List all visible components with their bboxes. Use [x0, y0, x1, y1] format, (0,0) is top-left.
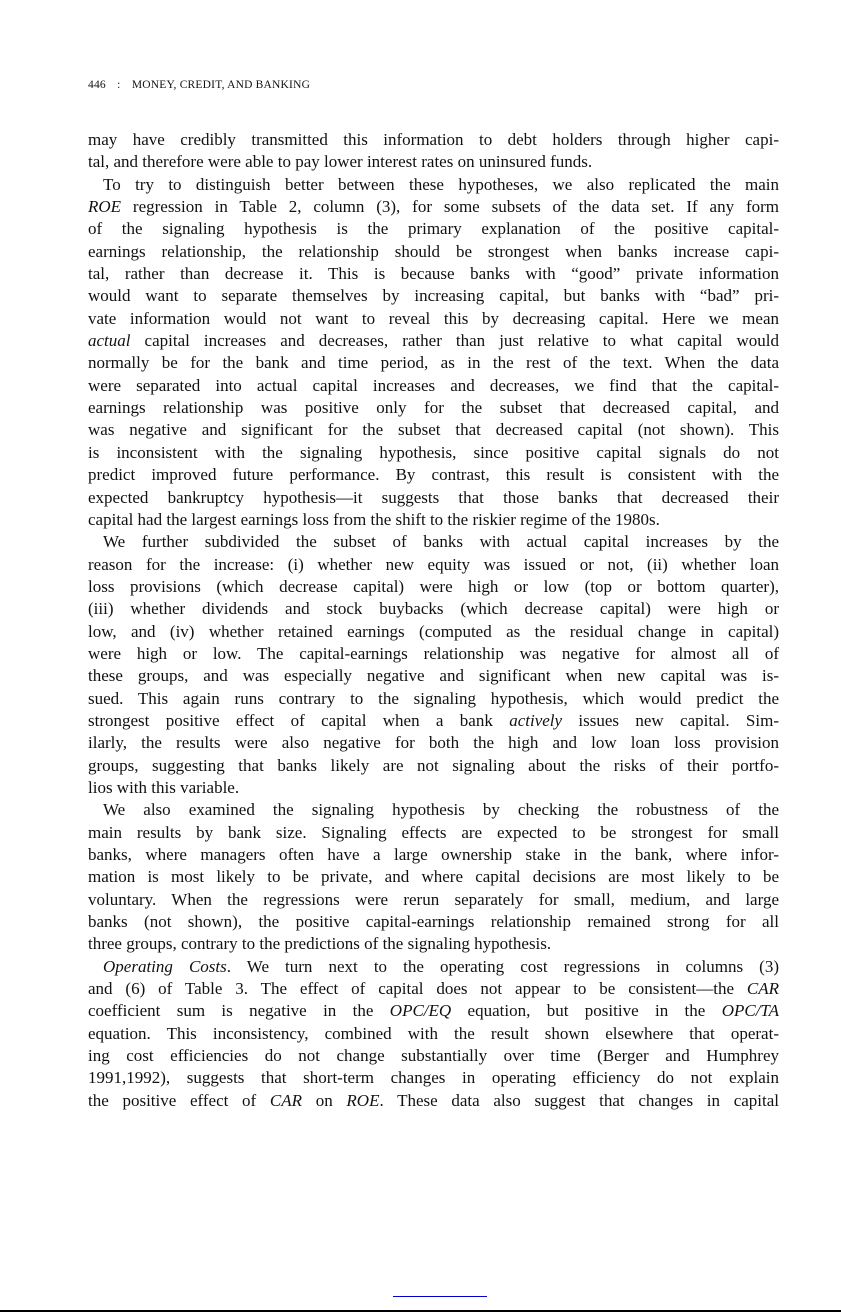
text-run: ilarly, the results were also negative for both the high and low loan loss provision [88, 733, 779, 753]
text-run: were high or low. The capital-earnings relationship was negative for almost all of [88, 643, 779, 663]
text-run: tal, and therefore were able to pay lower interest rates on uninsured funds. [88, 152, 593, 172]
text-run: would want to separate themselves by increasing capital, but banks with “bad” pri- [88, 286, 779, 306]
italic-term: ROE [88, 197, 122, 217]
text-run: We also examined the signaling hypothesis by checking the robustness of the [103, 800, 779, 820]
text-run: main results by bank size. Signaling effects are expected to be strongest for small [88, 822, 779, 842]
italic-term: CAR [746, 979, 779, 999]
text-run: mation is most likely to be private, and where capital decisions are most likely to be [88, 867, 779, 887]
text-line [88, 1090, 779, 1112]
italic-term: actual [88, 331, 131, 351]
text-run: were separated into actual capital increases and decreases, we find that the capital- [88, 375, 779, 395]
text-line [88, 196, 779, 218]
text-line [88, 889, 779, 911]
text-run: may have credibly transmitted this information to debt holders through higher capi- [88, 130, 779, 149]
text-run: earnings relationship was positive only for the subset that decreased capital, and [88, 398, 779, 418]
page-number: 446 [88, 79, 106, 91]
text-run: . These data also suggest that changes in capital [379, 1090, 779, 1110]
text-line [88, 665, 779, 687]
text-line [88, 397, 779, 419]
text-run: regression in Table 2, column (3), for some subsets of the data set. If any form [121, 197, 779, 217]
text-run: . We turn next to the operating cost regressions in columns (3) [226, 956, 779, 976]
italic-term: actively [509, 710, 563, 730]
text-run: issues new capital. Sim- [562, 710, 779, 730]
text-run: on [302, 1090, 347, 1110]
text-run: and (6) of Table 3. The effect of capital does not appear to be consistent—the [88, 979, 747, 999]
text-line [88, 330, 779, 352]
text-run: normally be for the bank and time period, as in the rest of the text. When the data [88, 353, 779, 373]
journal-title: MONEY, CREDIT, AND BANKING [131, 79, 311, 91]
text-line [88, 442, 779, 464]
text-run: banks, where managers often have a large ownership stake in the bank, where infor- [88, 845, 779, 864]
text-run: reason for the increase: (i) whether new equity was issued or not, (ii) whether loan [88, 554, 779, 574]
text-run: of the signaling hypothesis is the primary explanation of the positive capital- [88, 219, 779, 239]
text-line [88, 352, 779, 374]
text-run: groups, suggesting that banks likely are not signaling about the risks of their portfo- [88, 755, 779, 775]
text-line [88, 464, 779, 486]
text-line [88, 151, 779, 173]
body-text [88, 129, 779, 1112]
italic-term: Operating Costs [103, 956, 227, 976]
text-line [88, 710, 779, 732]
text-run: low, and (iv) whether retained earnings (computed as the residual change in capital) [88, 621, 779, 641]
text-line [88, 1045, 779, 1067]
text-line [88, 129, 779, 151]
text-run: To try to distinguish better between these hypotheses, we also replicated the main [103, 174, 779, 194]
text-line [88, 866, 779, 888]
text-line [88, 308, 779, 330]
text-run: coefficient sum is negative in the [88, 1001, 390, 1021]
text-line [88, 375, 779, 397]
text-line [88, 822, 779, 844]
text-run: these groups, and was especially negative and significant when new capital was is- [88, 666, 779, 686]
text-line [88, 285, 779, 307]
text-line [88, 1023, 779, 1045]
text-run: expected bankruptcy hypothesis—it suggests that those banks that decreased their [88, 487, 779, 507]
text-run: the positive effect of [88, 1090, 270, 1110]
text-run: sued. This again runs contrary to the signaling hypothesis, which would predict the [88, 688, 779, 708]
text-line [88, 956, 779, 978]
text-line [88, 755, 779, 777]
text-run: tal, rather than decrease it. This is because banks with “good” private information [88, 264, 779, 284]
text-line [88, 241, 779, 263]
text-run: banks (not shown), the positive capital-earnings relationship remained strong for all [88, 912, 779, 932]
text-line [88, 576, 779, 598]
text-run: predict improved future performance. By contrast, this result is consistent with the [88, 465, 779, 485]
text-line [88, 174, 779, 196]
text-run: was negative and significant for the subset that decreased capital (not shown). This [88, 420, 779, 440]
text-run: is inconsistent with the signaling hypothesis, since positive capital signals do not [88, 442, 779, 462]
text-line [88, 419, 779, 441]
text-run: voluntary. When the regressions were rerun separately for small, medium, and large [88, 889, 779, 909]
text-line [88, 933, 779, 955]
text-line [88, 688, 779, 710]
text-line [88, 978, 779, 1000]
text-line [88, 643, 779, 665]
text-line [88, 554, 779, 576]
text-run: ing cost efficiencies do not change substantially over time (Berger and Humphrey [88, 1046, 779, 1066]
text-run: We further subdivided the subset of banks with actual capital increases by the [103, 532, 779, 552]
text-run: capital increases and decreases, rather than just relative to what capital would [130, 331, 779, 351]
text-run: equation. This inconsistency, combined with the result shown elsewhere that operat- [88, 1023, 779, 1043]
text-line [88, 218, 779, 240]
text-line [88, 1067, 779, 1089]
running-head [88, 79, 310, 91]
text-run: lios with this variable. [88, 777, 240, 797]
text-run: (iii) whether dividends and stock buybacks (which decrease capital) were high or [88, 599, 779, 619]
text-run: strongest positive effect of capital when a bank [88, 710, 510, 730]
italic-term: OPC/TA [721, 1001, 779, 1021]
text-line [88, 844, 779, 866]
italic-term: ROE [346, 1090, 380, 1110]
text-run: earnings relationship, the relationship should be strongest when banks increase capi- [88, 241, 779, 261]
text-line [88, 509, 779, 531]
text-run: equation, but positive in the [451, 1001, 722, 1021]
text-line [88, 777, 779, 799]
text-run: 1991,1992), suggests that short-term changes in operating efficiency do not explain [88, 1068, 779, 1088]
text-line [88, 598, 779, 620]
text-line [88, 263, 779, 285]
text-line [88, 732, 779, 754]
text-line [88, 531, 779, 553]
text-line [88, 1000, 779, 1022]
text-run: three groups, contrary to the predictions of the signaling hypothesis. [88, 934, 552, 954]
text-line [88, 799, 779, 821]
text-line [88, 487, 779, 509]
text-run: capital had the largest earnings loss from the shift to the riskier regime of the 1980s. [88, 509, 660, 529]
text-run: loss provisions (which decrease capital) were high or low (top or bottom quarter), [88, 576, 779, 596]
link-underline[interactable] [393, 1296, 487, 1297]
italic-term: OPC/EQ [389, 1001, 452, 1021]
text-line [88, 911, 779, 933]
italic-term: CAR [269, 1090, 303, 1110]
text-run: vate information would not want to reveal this by decreasing capital. Here we mean [88, 308, 779, 328]
header-separator: : [117, 79, 121, 91]
text-line [88, 621, 779, 643]
